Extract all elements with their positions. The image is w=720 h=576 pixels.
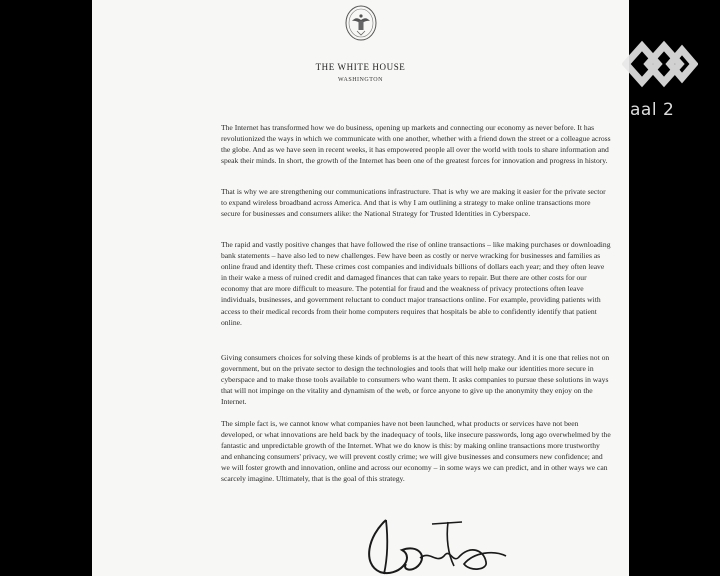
handwritten-signature [358,506,508,576]
letterhead-city: WASHINGTON [338,77,383,83]
presidential-seal-icon [344,4,378,42]
letter-paragraph: The rapid and vastly positive changes that have followed the rise of online transactions – like making purchases or downloading bank statements – have also led to new challenges. Few have been as costly or nerve wracking for businesses and families as online fraud and identity theft. These crimes cost companies and individuals billions of dollars each year; and they often leave in their wake a mess of ruined credit and damaged finances that can take years to repair. But there are other costs for our economy that are more difficult to measure. The potential for fraud and the weakness of privacy protections often leave individuals, businesses, and government reluctant to conduct major transactions online. For example, providing patients with access to their medical records from their home computers requires that hospitals be able to confidently identify that patient online. [221,240,611,327]
letter-page [92,0,629,576]
letter-paragraph: That is why we are strengthening our communications infrastructure. That is why we are making it easier for the private sector to expand wireless broadband across America. And that is why I am outlining a strategy to make online transactions more secure for businesses and consumers alike: the National Strategy for Trusted Identities in Cyberspace. [221,187,606,219]
letterhead-title: THE WHITE HOUSE [315,62,406,72]
channel-label: aal 2 [630,100,675,120]
letter-paragraph: The Internet has transformed how we do business, opening up markets and connecting our economy as never before. It has revolutionized the ways in which we communicate with one another, whether with a friend down the street or a colleague across the globe. And as we have seen in recent weeks, it has empowered people all over the world with tools to share information and speak their minds. In short, the growth of the Internet has been one of the greatest forces for innovation and progress in history. [221,123,611,166]
letter-paragraph: Giving consumers choices for solving these kinds of problems is at the heart of this new strategy. And it is one that relies not on government, but on the private sector to design the technologies and tools that will help make our identities more secure in cyberspace and to make those tools available to consumers who want them. It asks companies to pursue these solutions in ways that will not impinge on the vitality and dynamism of the web, or force anyone to give up the anonymity they enjoy on the Internet. [221,353,610,407]
canvas-logo-icon [622,24,698,100]
letter-paragraph: The simple fact is, we cannot know what companies have not been launched, what products or services have not been developed, or what innovations are held back by the inadequacy of tools, like insecure passwords, long ago overwhelmed by the fantastic and unpredictable growth of the Internet. What we do know is this: by making online transactions more trustworthy and enhancing consumers' privacy, we will prevent costly crime; we will give businesses and consumers new confidence; and we will foster growth and innovation, online and across our economy – in some ways we can predict, and in other ways we can scarcely imagine. Ultimately, that is the goal of this strategy. [221,419,611,484]
